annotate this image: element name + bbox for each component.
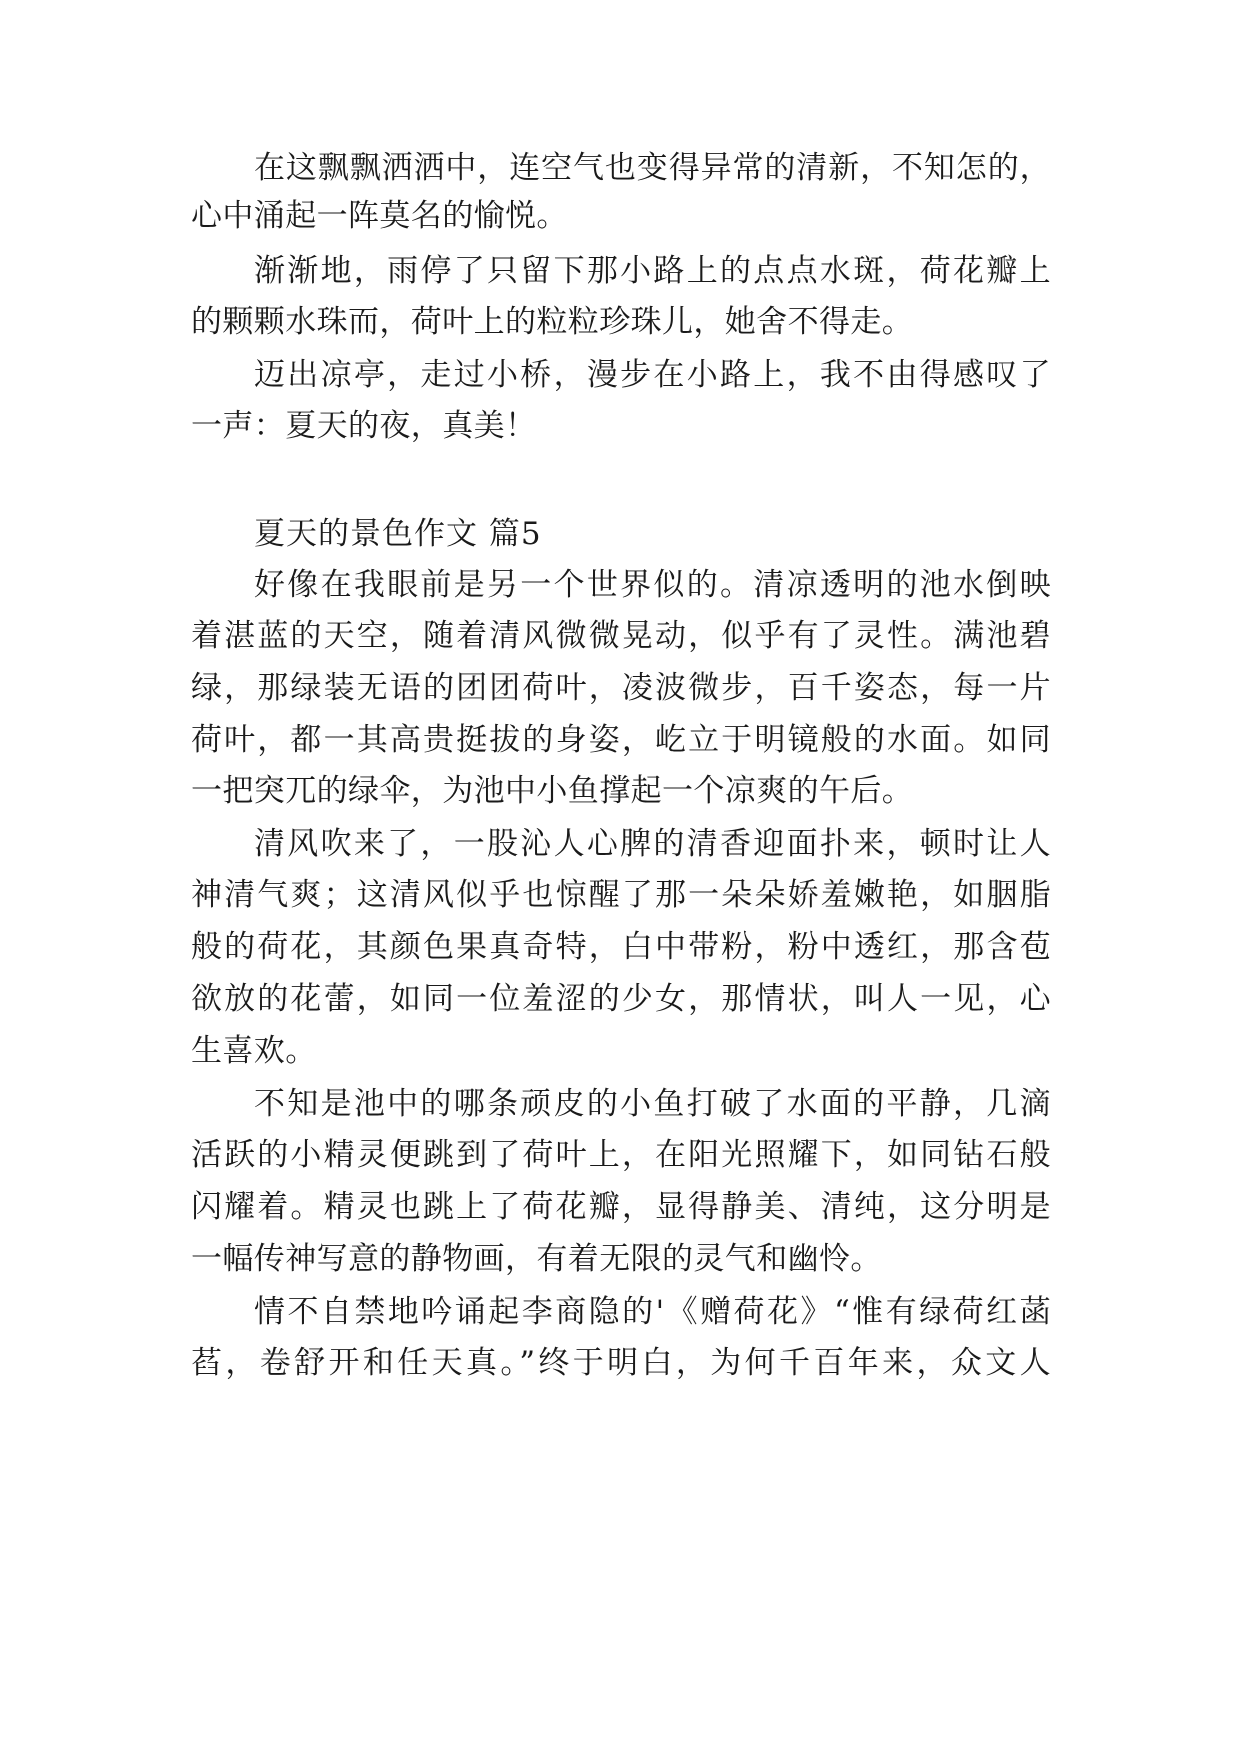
- text-line: 好像在我眼前是另一个世界似的。清凉透明的池水倒映: [254, 567, 1051, 603]
- text-line: 闪耀着。精灵也跳上了荷花瓣，显得静美、清纯，这分明是: [191, 1189, 1051, 1225]
- text-line: 一声：夏天的夜，真美！: [191, 408, 537, 444]
- text-line: 生喜欢。: [191, 1033, 317, 1069]
- text-line: 一幅传神写意的静物画，有着无限的灵气和幽怜。: [191, 1241, 882, 1277]
- text-line: 欲放的花蕾，如同一位羞涩的少女，那情状，叫人一见，心: [191, 981, 1051, 1017]
- text-line: 渐渐地，雨停了只留下那小路上的点点水斑，荷花瓣上: [254, 253, 1051, 289]
- text-line: 般的荷花，其颜色果真奇特，白中带粉，粉中透红，那含苞: [191, 929, 1051, 965]
- text-line: 一把突兀的绿伞，为池中小鱼撑起一个凉爽的午后。: [191, 773, 914, 809]
- text-line: 在这飘飘洒洒中，连空气也变得异常的清新，不知怎的，: [254, 150, 1051, 186]
- text-line: 神清气爽；这清风似乎也惊醒了那一朵朵娇羞嫩艳，如胭脂: [191, 877, 1051, 913]
- text-line: 的颗颗水珠而，荷叶上的粒粒珍珠儿，她舍不得走。: [191, 304, 914, 340]
- text-line: 活跃的小精灵便跳到了荷叶上，在阳光照耀下，如同钻石般: [191, 1137, 1051, 1173]
- text-line: 荷叶，都一其高贵挺拔的身姿，屹立于明镜般的水面。如同: [191, 722, 1051, 758]
- text-line: 迈出凉亭，走过小桥，漫步在小路上，我不由得感叹了: [254, 357, 1051, 393]
- text-line: 着湛蓝的天空，随着清风微微晃动，似乎有了灵性。满池碧: [191, 618, 1051, 654]
- text-line: 不知是池中的哪条顽皮的小鱼打破了水面的平静，几滴: [254, 1086, 1051, 1122]
- text-line: 萏，卷舒开和任天真。”终于明白，为何千百年来，众文人: [191, 1345, 1051, 1381]
- text-line: 绿，那绿装无语的团团荷叶，凌波微步，百千姿态，每一片: [191, 670, 1051, 706]
- text-line: 清风吹来了，一股沁人心脾的清香迎面扑来，顿时让人: [254, 826, 1051, 862]
- text-line: 情不自禁地吟诵起李商隐的'《赠荷花》“惟有绿荷红菡: [254, 1294, 1051, 1330]
- text-line: 心中涌起一阵莫名的愉悦。: [191, 198, 568, 234]
- section-heading: 夏天的景色作文 篇5: [254, 516, 542, 552]
